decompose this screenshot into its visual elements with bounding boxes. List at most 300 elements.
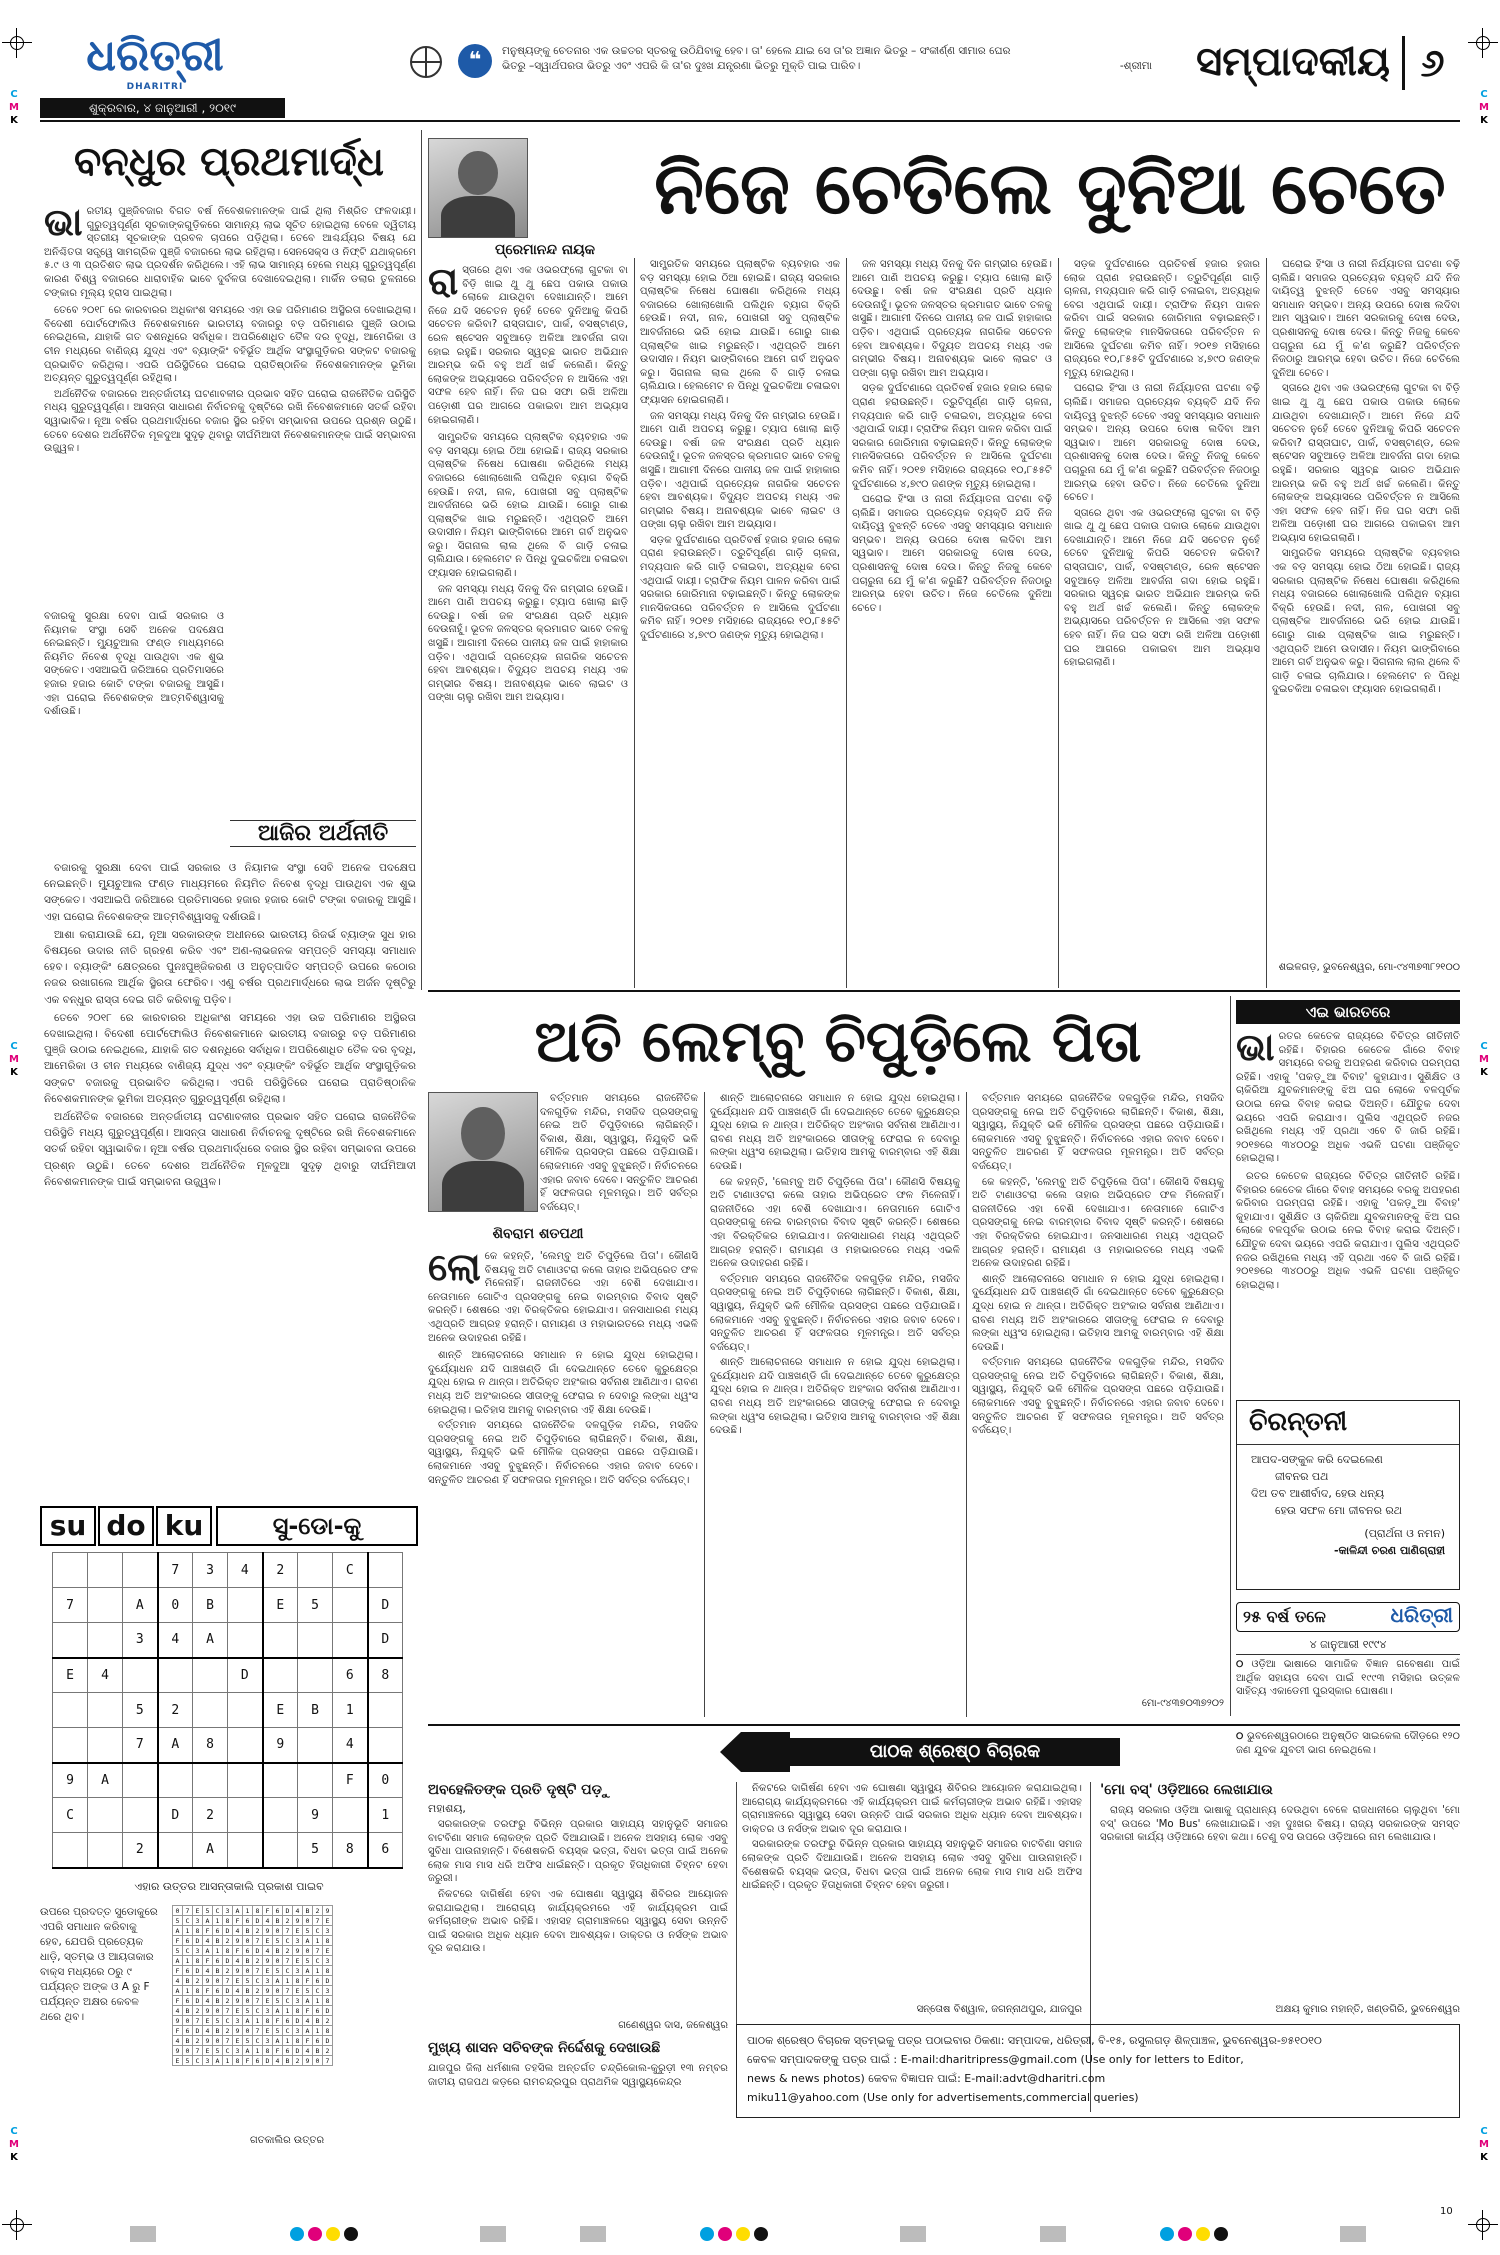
sudoku-cell[interactable]	[228, 1833, 263, 1868]
sudoku-cell[interactable]	[88, 1623, 123, 1658]
answer-cell: 6	[183, 1936, 193, 1946]
years25-date: ୪ ଜାନୁଆରୀ ୧୯୯୪	[1236, 1638, 1460, 1655]
answer-cell: 8	[223, 1946, 233, 1956]
masthead-divider	[40, 120, 1460, 122]
years25-item-2: ୦ ଭୁବନେଶ୍ୱରଠାରେ ଅନୁଷ୍ଠିତ ସାଇକେଲ ଦୌଡ଼ରେ ୧୨୦ ଜଣ ଯୁବକ ଯୁବତୀ ଭାଗ ନେଇଥିଲେ।	[1236, 1731, 1460, 1756]
pen-icon	[720, 1732, 790, 1772]
readers-title: ପାଠକ ଶ୍ରେଷ୍ଠ ବିଚାରକ	[790, 1738, 1120, 1766]
answer-cell: 4	[203, 1936, 213, 1946]
answer-cell: 6	[183, 2026, 193, 2036]
answer-cell: 7	[253, 1996, 263, 2006]
answer-cell: 0	[303, 1916, 313, 1926]
answer-cell: 9	[323, 1906, 333, 1916]
letter4-title: 'ମୋ ବସ୍' ଓଡ଼ିଆରେ ଲେଖାଯାଉ	[1100, 1782, 1273, 1798]
yellow-swatch	[326, 2227, 340, 2241]
article1-signature: ଶଇଳଗଡ଼, ଭୁବନେଶ୍ୱର, ମୋ-୯୪୩୭୩୮୨୧୦୦	[1278, 962, 1460, 973]
sudoku-cell[interactable]	[298, 1658, 333, 1693]
letter4-signature: ଅକ୍ଷୟ କୁମାର ମହାନ୍ତି, ଖଣ୍ଡଗିରି, ଭୁବନେଶ୍ୱର	[1275, 2004, 1460, 2015]
sudoku-cell[interactable]	[298, 1553, 333, 1588]
answer-cell: 6	[313, 2006, 323, 2016]
answer-cell: D	[323, 2006, 333, 2016]
editorial-headline: ବନ୍ଧୁର ପ୍ରଥମାର୍ଦ୍ଧ	[74, 139, 384, 185]
answer-cell: F	[303, 2006, 313, 2016]
sudoku-cell[interactable]	[333, 1588, 368, 1623]
answer-cell: C	[213, 1906, 223, 1916]
answer-cell: 8	[193, 1926, 203, 1936]
sudoku-cell[interactable]	[228, 1763, 263, 1798]
answer-cell: C	[183, 1946, 193, 1956]
answer-cell: E	[233, 2006, 243, 2016]
answer-cell: A	[273, 2036, 283, 2046]
poem-line: ହେଉ ସଫଳ ମୋ ଜୀବନର ରଥ	[1275, 1504, 1402, 1517]
sudoku-cell[interactable]: E	[263, 1588, 298, 1623]
sudoku-cell[interactable]	[228, 1623, 263, 1658]
sudoku-cell[interactable]	[88, 1833, 123, 1868]
sudoku-cell[interactable]: 8	[333, 1833, 368, 1868]
sudoku-cell[interactable]: 9	[263, 1728, 298, 1763]
sudoku-cell[interactable]	[53, 1728, 88, 1763]
sudoku-cell[interactable]: 2	[263, 1553, 298, 1588]
answer-cell: 0	[213, 1976, 223, 1986]
sudoku-cell[interactable]: 6	[333, 1658, 368, 1693]
answer-cell: 5	[213, 2046, 223, 2056]
answer-cell: F	[203, 1926, 213, 1936]
answer-cell: 5	[303, 1956, 313, 1966]
sudoku-cell[interactable]	[158, 1833, 193, 1868]
answer-cell: E	[323, 1946, 333, 1956]
answer-cell: A	[273, 2006, 283, 2016]
sudoku-cell[interactable]	[228, 1588, 263, 1623]
answer-cell: 6	[273, 1906, 283, 1916]
answer-cell: 7	[223, 2036, 233, 2046]
answer-cell: 1	[183, 1926, 193, 1936]
answer-cell: 2	[223, 1966, 233, 1976]
answer-cell: E	[173, 2056, 183, 2066]
answer-cell: F	[233, 1946, 243, 1956]
answer-cell: C	[283, 1966, 293, 1976]
article1-author: ପ୍ରେମାନନ୍ଦ ନାୟକ	[495, 242, 595, 258]
answer-cell: A	[303, 1966, 313, 1976]
sudoku-cell[interactable]: 8	[368, 1658, 403, 1693]
magenta-swatch	[718, 2227, 732, 2241]
answer-cell: 0	[273, 1926, 283, 1936]
sudoku-cell[interactable]	[53, 1833, 88, 1868]
answer-cell: 8	[293, 2006, 303, 2016]
wheel-icon	[410, 46, 442, 78]
answer-cell: 0	[243, 2026, 253, 2036]
answer-cell: F	[173, 1936, 183, 1946]
sudoku-cell[interactable]	[298, 1728, 333, 1763]
sudoku-cell[interactable]	[193, 1658, 228, 1693]
answer-cell: 2	[193, 1976, 203, 1986]
years25-badge: ୨୫ ବର୍ଷ ତଳେ	[1243, 1607, 1326, 1626]
editorial-body-2: ବଜାରକୁ ସୁରକ୍ଷା ଦେବା ପାଇଁ ସରକାର ଓ ନିୟାମକ ସଂସ୍ଥା ସେବି ଅନେକ ପଦକ୍ଷେପ ନେଇଛନ୍ତି। ମ୍ୟୁଚୁଆଲ ଫଣ୍ଡ ମାଧ୍ୟମରେ ନିୟମିତ ନିବେଶ ବୃଦ୍ଧି ପାଉଥିବା ଏକ ଶୁଭ ସଙ୍କେତ। ଏସଆଇପି ଜରିଆରେ ପ୍ରତିମାସରେ ହଜାର ହଜାର କୋଟି ଟଙ୍କା ବଜାରକୁ ଆସୁଛି। ଏହା ଘରୋଇ ନିବେଶକଙ୍କ ଆତ୍ମବିଶ୍ୱାସକୁ ଦର୍ଶାଉଛି।	[44, 611, 224, 718]
sudoku-cell[interactable]	[333, 1623, 368, 1658]
answer-cell: B	[213, 1966, 223, 1976]
answer-cell: 8	[193, 1986, 203, 1996]
india-dropcap: ଭା	[1236, 1030, 1275, 1069]
answer-cell: 0	[173, 1906, 183, 1916]
sudoku-row	[53, 1658, 403, 1693]
column-divider	[966, 1092, 967, 1717]
sudoku-cell[interactable]	[53, 1553, 88, 1588]
cmk-marker: C M K	[1479, 89, 1489, 126]
sudoku-cell[interactable]	[263, 1798, 298, 1833]
answer-cell: 6	[183, 1996, 193, 2006]
sudoku-cell[interactable]	[158, 1658, 193, 1693]
answer-cell: 8	[253, 1906, 263, 1916]
answer-cell: C	[183, 1916, 193, 1926]
answer-cell: C	[283, 1936, 293, 1946]
sudoku-title-odia: ସୁ-ଡୋ-କୁ	[216, 1506, 418, 1546]
sudoku-cell[interactable]: A	[193, 1833, 228, 1868]
answer-cell: E	[263, 1966, 273, 1976]
sudoku-cell[interactable]	[368, 1728, 403, 1763]
answer-cell: A	[243, 2046, 253, 2056]
answer-cell: F	[263, 1906, 273, 1916]
sudoku-cell[interactable]: 5	[298, 1833, 333, 1868]
sudoku-cell[interactable]: 5	[123, 1693, 158, 1728]
sudoku-cell[interactable]: E	[263, 1693, 298, 1728]
answer-cell: 7	[193, 2046, 203, 2056]
answer-cell: 5	[213, 2016, 223, 2026]
sudoku-cell[interactable]	[88, 1553, 123, 1588]
answer-cell: 3	[193, 1946, 203, 1956]
sudoku-cell[interactable]: B	[298, 1693, 333, 1728]
sudoku-cell[interactable]: D	[228, 1658, 263, 1693]
answer-cell: 0	[183, 2016, 193, 2026]
answer-cell: 4	[233, 1926, 243, 1936]
sudoku-cell[interactable]: 9	[53, 1763, 88, 1798]
sudoku-cell[interactable]	[88, 1728, 123, 1763]
sudoku-cell[interactable]: 2	[193, 1798, 228, 1833]
answer-cell: 2	[323, 2016, 333, 2026]
answer-cell: A	[203, 1946, 213, 1956]
answer-cell: D	[293, 2016, 303, 2026]
chirantani-title: ଚିରନ୍ତନୀ	[1237, 1401, 1459, 1445]
letter3-signature: ସନ୍ତୋଷ ବିଶ୍ୱାଳ, ଜଗନ୍ନାଥପୁର, ଯାଜପୁର	[916, 2004, 1082, 2015]
answer-cell: 9	[203, 1976, 213, 1986]
sudoku-cell[interactable]: A	[88, 1763, 123, 1798]
sudoku-cell[interactable]: E	[53, 1658, 88, 1693]
answer-cell: 6	[213, 1986, 223, 1996]
answer-cell: C	[253, 2036, 263, 2046]
answer-cell: 2	[283, 1946, 293, 1956]
answer-cell: 0	[243, 1966, 253, 1976]
sudoku-cell[interactable]	[123, 1763, 158, 1798]
sudoku-cell[interactable]: 2	[158, 1693, 193, 1728]
cyan-swatch	[290, 2227, 304, 2241]
sudoku-cell[interactable]	[368, 1553, 403, 1588]
sudoku-title-do: do	[98, 1506, 154, 1546]
sudoku-cell[interactable]: A	[193, 1623, 228, 1658]
sudoku-cell[interactable]	[368, 1693, 403, 1728]
answer-cell: 1	[313, 1996, 323, 2006]
masthead-quote: ମନୁଷ୍ୟଙ୍କୁ ଚେତନାର ଏକ ଉଚ୍ଚତର ସ୍ତରକୁ ଉଠିଯିବାକୁ ହେବ। ତା' ହେଲେ ଯାଇ ସେ ତା'ର ଅଜ୍ଞାନ ଭିତରୁ – ସଂକୀର୍ଣ୍ଣ ସୀମାର ଘେର ଭିତରୁ –ସ୍ୱାର୍ଥପରତା ଭିତରୁ ଏବଂ ଏପରି କି ତା'ର ଦୁଃଖ ଯନ୍ତ୍ରଣା ଭିତରୁ ମୁକ୍ତି ପାଇ ପାରିବ। -ଶ୍ରୀମା	[502, 45, 1152, 72]
answer-cell: E	[263, 1936, 273, 1946]
sudoku-cell[interactable]: 0	[158, 1588, 193, 1623]
answer-cell: 5	[273, 1936, 283, 1946]
sudoku-cell[interactable]	[53, 1623, 88, 1658]
article1-headline: ନିଜେ ଚେତିଲେ ଦୁନିଆ ଚେତେ	[654, 146, 1446, 230]
sudoku-row	[53, 1553, 403, 1588]
gray-patch	[130, 2226, 156, 2242]
sudoku-cell[interactable]: 2	[123, 1833, 158, 1868]
footer-email-alt: miku11@yahoo.com (Use only for advertisements,commercial queries)	[747, 2091, 1139, 2104]
editorial-body-1: ଭା ରତୀୟ ପୁଞ୍ଜିବଜାର ବିଗତ ବର୍ଷ ନିବେଶକମାନଙ୍କ ପାଇଁ ଥିଲା ମିଶ୍ରିତ ଫଳଦାୟୀ। ଗୁରୁତ୍ୱପୂର୍ଣ୍ଣ ସୂଚକାଙ୍କଗୁଡ଼ିକରେ ସାମାନ୍ୟ ଲାଭ ସୂଚିତ ହୋଇଥିଲା ବେଳେ ଦ୍ୱିତୀୟ ସ୍ତରୀୟ ସୂଚକାଙ୍କ ପ୍ରବଳ ଚାପରେ ପଡ଼ିଥିଲା। ତେବେ ଆଶ୍ଚର୍ଯ୍ୟର ବିଷୟ ଯେ ଅନିଶ୍ଚିତତା ସତ୍ତ୍ୱେ ସାମଗ୍ରିକ ପୁଞ୍ଜି ବଜାରରେ ଲାଭ ରହିଥିଲା। ସେନସେକ୍ସ ଓ ନିଫ୍ଟି ଯଥାକ୍ରମେ ୫.୯ ଓ ୩ ପ୍ରତିଶତ ଲାଭ ପ୍ରଦର୍ଶନ କରିଥିଲେ। ଏହି ଲାଭ ସାମାନ୍ୟ ହେଲେ ମଧ୍ୟ ଗୁରୁତ୍ୱପୂର୍ଣ୍ଣ କାରଣ ବିଶ୍ୱ ବଜାରରେ ଧାରାବାହିକ ଭାବେ ଦୁର୍ବଳତା ଦେଖାଦେଇଥିଲା। ମାର୍କିନ ଡଲାର ତୁଳନାରେ ଟଙ୍କାର ମୂଲ୍ୟ ହ୍ରାସ ପାଇଥିଲା। ତେବେ ୨୦୧୮ ରେ କାରବାରର ଅଧିକାଂଶ ସମୟରେ ଏହା ଉଚ୍ଚ ପରିମାଣର ଅସ୍ଥିରତା ଦେଖାଇଥିଲା। ବିଦେଶୀ ପୋର୍ଟଫୋଲିଓ ନିବେଶକମାନେ ଭାରତୀୟ ବଜାରରୁ ବଡ଼ ପରିମାଣର ପୁଞ୍ଜି ଉଠାଇ ନେଇଥିଲେ, ଯାହାକି ଗତ ଦଶନ୍ଧିରେ ସର୍ବାଧିକ। ଅପରିଶୋଧିତ ତୈଳ ଦର ବୃଦ୍ଧି, ଆମେରିକା ଓ ଚୀନ ମଧ୍ୟରେ ବାଣିଜ୍ୟ ଯୁଦ୍ଧ ଏବଂ ବ୍ୟାଙ୍କିଂ ବହିର୍ଭୂତ ଆର୍ଥିକ ସଂସ୍ଥାଗୁଡ଼ିକର ସଙ୍କଟ ବଜାରକୁ ପ୍ରଭାବିତ କରିଥିଲା। ଏପରି ପରିସ୍ଥିତିରେ ଘରୋଇ ପ୍ରାତିଷ୍ଠାନିକ ନିବେଶକମାନଙ୍କ ଭୂମିକା ଅତ୍ୟନ୍ତ ଗୁରୁତ୍ୱପୂର୍ଣ୍ଣ ରହିଥିଲା। ଅର୍ଥନୈତିକ ବଜାରରେ ଅନ୍ତର୍ଜାତୀୟ ଘଟଣାବଳୀର ପ୍ରଭାବ ସହିତ ଘରୋଇ ରାଜନୈତିକ ପରିସ୍ଥିତି ମଧ୍ୟ ଗୁରୁତ୍ୱପୂର୍ଣ୍ଣ। ଆସନ୍ତା ସାଧାରଣ ନିର୍ବାଚନକୁ ଦୃଷ୍ଟିରେ ରଖି ନିବେଶକମାନେ ସତର୍କ ରହିବା ସ୍ୱାଭାବିକ। ନୂଆ ବର୍ଷର ପ୍ରଥମାର୍ଦ୍ଧରେ ବଜାର ସ୍ଥିର ରହିବା ସମ୍ଭାବନା ଉପରେ ପ୍ରଶ୍ନ ଉଠୁଛି। ତେବେ ଦେଶର ଅର୍ଥନୈତିକ ମୂଳଦୁଆ ସୁଦୃଢ଼ ଥିବାରୁ ଦୀର୍ଘମିଆଦୀ ନିବେଶକମାନଙ୍କ ପାଇଁ ସମ୍ଭାବନା ଉଜ୍ଜ୍ୱଳ।	[44, 205, 416, 455]
article2-headline: ଅତି ଲେମ୍ବୁ ଚିପୁଡ଼ିଲେ ପିତା	[534, 1007, 1142, 1075]
answer-cell: C	[283, 2026, 293, 2036]
answer-cell: A	[213, 2056, 223, 2066]
answer-cell: B	[213, 1936, 223, 1946]
letter1-body: ସରକାରଙ୍କ ତରଫରୁ ବିଭିନ୍ନ ପ୍ରକାର ସାହାଯ୍ୟ ସହାନୁଭୂତି ସମାଜର ବାଟବିଣା ସମାଜ ଲୋକଙ୍କ ପ୍ରତି ଦିଆଯାଉଛି। ଅନେକ ଅସହାୟ ଲୋକ ଏସବୁ ସୁବିଧା ପାଉନାହାନ୍ତି। ବିଶେଷକରି ବୟସ୍କ ଭତ୍ତା, ବିଧବା ଭତ୍ତା ପାଇଁ ଅନେକ ଲୋକ ମାସ ମାସ ଧରି ଅଫିସ ଧାଇଁଛନ୍ତି। ପ୍ରକୃତ ହିତାଧିକାରୀ ଚିହ୍ନଟ ହେବା ଜରୁରୀ। ନିକଟରେ ଦାଗିର୍ଷଣ ହେବା ଏକ ଘୋଷଣା ସ୍ୱାସ୍ଥ୍ୟ ଶିବିରର ଆୟୋଜନ କରାଯାଇଥିଲା। ଆରୋଗ୍ୟ କାର୍ଯ୍ୟକ୍ରମରେ ଏହି କାର୍ଯ୍ୟକ୍ରମ ପାଇଁ କର୍ମଚାରୀଙ୍କ ଅଭାବ ରହିଛି। ଏହାସହ ଗ୍ରାମାଞ୍ଚଳରେ ସ୍ୱାସ୍ଥ୍ୟ ସେବା ଉନ୍ନତି ପାଇଁ ସରକାର ଅଧିକ ଧ୍ୟାନ ଦେବା ଆବଶ୍ୟକ। ଡାକ୍ତର ଓ ନର୍ସଙ୍କ ଅଭାବ ଦୂର କରାଯାଉ।	[428, 1819, 728, 1955]
sudoku-cell[interactable]: B	[193, 1588, 228, 1623]
answer-cell: 9	[303, 2056, 313, 2066]
sudoku-cell[interactable]	[193, 1763, 228, 1798]
cmk-marker: C M K	[9, 89, 19, 126]
readers-header	[720, 1732, 1120, 1772]
years25-item-1: ୦ ଓଡ଼ିଆ ଭାଷାରେ ସାମାଜିକ ବିଜ୍ଞାନ ଗବେଷଣା ପାଇଁ ଆର୍ଥିକ ସହାୟତା ଦେବା ପାଇଁ ୧୯୯୩ ମସିହାର ଉତ୍କଳ ସାହିତ୍ୟ ଏକାଡେମୀ ପୁରସ୍କାର ଘୋଷଣା।	[1236, 1659, 1460, 1698]
answer-cell: 1	[253, 2016, 263, 2026]
answer-cell: B	[243, 1986, 253, 1996]
answer-cell: D	[193, 2026, 203, 2036]
cyan-swatch	[700, 2227, 714, 2241]
sudoku-cell[interactable]	[228, 1728, 263, 1763]
answer-cell: 8	[323, 1966, 333, 1976]
answer-cell: F	[173, 2026, 183, 2036]
answer-cell: 8	[293, 1976, 303, 1986]
sudoku-row	[53, 1623, 403, 1658]
answer-cell: 1	[283, 2036, 293, 2046]
answer-cell: F	[303, 1976, 313, 1986]
sudoku-cell[interactable]	[158, 1763, 193, 1798]
answer-cell: C	[193, 2056, 203, 2066]
answer-cell: D	[323, 1976, 333, 1986]
article2-signature: ମୋ-୯୪୩୭୦୩୭୨୦୨	[1141, 1698, 1224, 1709]
sudoku-cell[interactable]: A	[123, 1588, 158, 1623]
registration-mark	[1468, 28, 1498, 58]
answer-cell: 5	[243, 2006, 253, 2016]
sudoku-cell[interactable]: 5	[298, 1588, 333, 1623]
sudoku-cell[interactable]	[123, 1658, 158, 1693]
answer-cell: 5	[303, 1986, 313, 1996]
page-number-box: ୬	[1402, 36, 1460, 90]
answer-cell: B	[213, 2026, 223, 2036]
logo-text: ଧରିତ୍ରୀ	[86, 30, 224, 81]
answer-cell: A	[273, 1976, 283, 1986]
registration-mark	[1468, 2210, 1498, 2240]
answer-cell: 4	[173, 2036, 183, 2046]
sudoku-cell[interactable]	[228, 1798, 263, 1833]
sudoku-cell[interactable]: 6	[368, 1833, 403, 1868]
answer-cell: 3	[293, 1996, 303, 2006]
answer-cell: 2	[193, 2006, 203, 2016]
answer-cell: 8	[263, 2046, 273, 2056]
answer-cell: 0	[243, 1936, 253, 1946]
answer-cell: B	[183, 2006, 193, 2016]
answer-cell: 9	[263, 1986, 273, 1996]
newspaper-logo	[80, 30, 230, 92]
sudoku-cell[interactable]: C	[333, 1553, 368, 1588]
answer-cell: 1	[313, 1936, 323, 1946]
gray-patch	[900, 2226, 926, 2242]
registration-mark	[2, 2210, 32, 2240]
sudoku-cell[interactable]	[193, 1693, 228, 1728]
sudoku-cell[interactable]	[228, 1693, 263, 1728]
answer-cell: B	[213, 1996, 223, 2006]
answer-cell: 0	[213, 2036, 223, 2046]
sudoku-cell[interactable]	[53, 1693, 88, 1728]
answer-cell: 9	[203, 2036, 213, 2046]
sudoku-cell[interactable]	[123, 1798, 158, 1833]
sudoku-cell[interactable]: 7	[53, 1588, 88, 1623]
sudoku-cell[interactable]: F	[333, 1763, 368, 1798]
answer-cell: F	[173, 1966, 183, 1976]
answer-cell: 6	[243, 1946, 253, 1956]
sudoku-cell[interactable]: 4	[158, 1623, 193, 1658]
sudoku-grid	[52, 1552, 403, 1869]
sudoku-cell[interactable]	[123, 1553, 158, 1588]
answer-cell: 3	[233, 2016, 243, 2026]
answer-cell: 2	[283, 1916, 293, 1926]
column-divider	[1058, 258, 1059, 988]
sudoku-cell[interactable]: 3	[193, 1553, 228, 1588]
answer-cell: D	[193, 1996, 203, 2006]
cyan-swatch	[1160, 2227, 1174, 2241]
sudoku-cell[interactable]: 7	[158, 1553, 193, 1588]
sudoku-cell[interactable]: 1	[333, 1693, 368, 1728]
answer-cell: D	[193, 1966, 203, 1976]
answer-cell: 5	[273, 1966, 283, 1976]
answer-cell: 0	[183, 2046, 193, 2056]
article1-dropcap: ରା	[428, 264, 459, 303]
author-photo-shibaram	[428, 1092, 538, 1212]
answer-cell: 1	[283, 2006, 293, 2016]
answer-cell: 7	[253, 1966, 263, 1976]
sudoku-title-ku: ku	[156, 1506, 212, 1546]
answer-cell: 6	[213, 1926, 223, 1936]
logo-sub: DHARITRI	[126, 82, 184, 92]
section-title: ସମ୍ପାଦକୀୟ	[1196, 39, 1390, 85]
answer-cell: 3	[193, 1916, 203, 1926]
answer-cell: 1	[183, 1986, 193, 1996]
sudoku-cell[interactable]: 4	[333, 1728, 368, 1763]
answer-cell: 7	[253, 1936, 263, 1946]
sudoku-cell[interactable]	[263, 1763, 298, 1798]
answer-cell: 1	[253, 2046, 263, 2056]
answer-cell: 8	[263, 2016, 273, 2026]
sudoku-cell[interactable]	[263, 1833, 298, 1868]
answer-cell: 7	[283, 1956, 293, 1966]
article1-col-4: ସଡ଼କ ଦୁର୍ଘଟଣାରେ ପ୍ରତିବର୍ଷ ହଜାର ହଜାର ଲୋକ ପ୍ରାଣ ହରାଉଛନ୍ତି। ତ୍ରୁଟିପୂର୍ଣ୍ଣ ଗାଡ଼ି ଚାଳନା, ମଦ୍ୟପାନ କରି ଗାଡ଼ି ଚଳାଇବା, ଅତ୍ୟଧିକ ବେଗ ଏଥିପାଇଁ ଦାୟୀ। ଟ୍ରାଫିକ ନିୟମ ପାଳନ କରିବା ପାଇଁ ସରକାର ଜୋରିମାନା ବଢ଼ାଇଛନ୍ତି। କିନ୍ତୁ ଲୋକଙ୍କ ମାନସିକତାରେ ପରିବର୍ତ୍ତନ ନ ଆସିଲେ ଦୁର୍ଘଟଣା କମିବ ନାହିଁ। ୨୦୧୭ ମସିହାରେ ରାଜ୍ୟରେ ୧୦,୮୫୫ଟି ଦୁର୍ଘଟଣାରେ ୪,୭୯୦ ଜଣଙ୍କ ମୃତ୍ୟୁ ହୋଇଥିଲା। ଘରୋଇ ହିଂସା ଓ ନାରୀ ନିର୍ଯ୍ୟାତନା ଘଟଣା ବଢ଼ି ଚାଲିଛି। ସମାଜର ପ୍ରତ୍ୟେକ ବ୍ୟକ୍ତି ଯଦି ନିଜ ଦାୟିତ୍ୱ ବୁଝନ୍ତି ତେବେ ଏସବୁ ସମସ୍ୟାର ସମାଧାନ ସମ୍ଭବ। ଅନ୍ୟ ଉପରେ ଦୋଷ ଲଦିବା ଆମ ସ୍ୱଭାବ। ଆମେ ସରକାରକୁ ଦୋଷ ଦେଉ, ପ୍ରଶାସନକୁ ଦୋଷ ଦେଉ। କିନ୍ତୁ ନିଜକୁ କେବେ ପଚାରୁନା ଯେ ମୁଁ କ'ଣ କରୁଛି? ପରିବର୍ତ୍ତନ ନିଜଠାରୁ ଆରମ୍ଭ ହେବା ଉଚିତ। ନିଜେ ଚେତିଲେ ଦୁନିଆ ଚେତେ। ସ୍ତାରେ ଥିବା ଏକ ଓଭରଫ୍ଲୋ ଗୁଟକା ବା ବିଡ଼ି ଖାଇ ଥୁ ଥୁ ଛେପ ପକାଉ ପକାଉ ଲୋକେ ଯାଉଥିବା ଦେଖାଯାନ୍ତି। ଆମେ ନିଜେ ଯଦି ସଚେତନ ନୁହେଁ ତେବେ ଦୁନିଆକୁ କିପରି ସଚେତନ କରିବା? ରାସ୍ତାଘାଟ, ପାର୍କ, ବସଷ୍ଟାଣ୍ଡ, ରେଳ ଷ୍ଟେସନ ସବୁଆଡ଼େ ଅଳିଆ ଆବର୍ଜନା ଗଦା ହୋଇ ରହୁଛି। ସରକାର ସ୍ୱଚ୍ଛ ଭାରତ ଅଭିଯାନ ଆରମ୍ଭ କରି ବହୁ ଅର୍ଥ ଖର୍ଚ୍ଚ କଲେଣି। କିନ୍ତୁ ଲୋକଙ୍କ ଅଭ୍ୟାସରେ ପରିବର୍ତ୍ତନ ନ ଆସିଲେ ଏହା ସଫଳ ହେବ ନାହିଁ। ନିଜ ଘର ସଫା ରଖି ଅଳିଆ ପଡ଼ୋଶୀ ଘର ଆଗରେ ପକାଇବା ଆମ ଅଭ୍ୟାସ ହୋଇଗଲାଣି।	[1064, 259, 1260, 669]
sudoku-cell[interactable]	[263, 1623, 298, 1658]
yellow-swatch	[736, 2227, 750, 2241]
answer-cell: C	[223, 2016, 233, 2026]
sudoku-cell[interactable]	[88, 1693, 123, 1728]
sudoku-cell[interactable]	[88, 1588, 123, 1623]
sudoku-cell[interactable]: 3	[123, 1623, 158, 1658]
answer-cell: 7	[283, 1926, 293, 1936]
answer-cell: 1	[313, 2026, 323, 2036]
sudoku-cell[interactable]: 4	[228, 1553, 263, 1588]
letter4-body: ରାଜ୍ୟ ସରକାର ଓଡ଼ିଆ ଭାଷାକୁ ପ୍ରାଧାନ୍ୟ ଦେଉଥିବା ବେଳେ ରାଜଧାନୀରେ ଚାଲୁଥିବା 'ମୋ ବସ୍' ଉପରେ 'Mo Bus' ଲେଖାଯାଇଛି। ଏହା ଦୁଃଖର ବିଷୟ। ରାଜ୍ୟ ସରକାରଙ୍କ ସମସ୍ତ ସରକାରୀ କାର୍ଯ୍ୟ ଓଡ଼ିଆରେ ହେବା କଥା। ତେଣୁ ବସ ଉପରେ ଓଡ଼ିଆରେ ନାମ ଲେଖାଯାଉ।	[1100, 1805, 1460, 1844]
sudoku-cell[interactable]	[298, 1623, 333, 1658]
letter1-signature: ଗଣେଶ୍ୱର ଦାସ, ଜଳେଶ୍ୱର	[618, 2020, 728, 2031]
sudoku-cell[interactable]: D	[368, 1623, 403, 1658]
answer-cell: B	[273, 1916, 283, 1926]
answer-cell: 1	[313, 1966, 323, 1976]
sudoku-cell[interactable]: 4	[88, 1658, 123, 1693]
answer-cell: F	[173, 1996, 183, 2006]
sudoku-cell[interactable]: 7	[123, 1728, 158, 1763]
answer-cell: B	[303, 1906, 313, 1916]
answer-cell: 3	[263, 1976, 273, 1986]
article2-dropcap: ଲୋ	[428, 1250, 481, 1289]
answer-cell: B	[243, 1926, 253, 1936]
answer-cell: C	[253, 1976, 263, 1986]
answer-cell: 5	[173, 1946, 183, 1956]
sudoku-cell[interactable]: D	[368, 1588, 403, 1623]
answer-cell: E	[293, 1956, 303, 1966]
answer-cell: 8	[323, 2026, 333, 2036]
answer-cell: 3	[263, 2036, 273, 2046]
quote-icon: ❝	[458, 44, 492, 78]
sudoku-cell[interactable]: C	[53, 1798, 88, 1833]
sudoku-cell[interactable]	[88, 1798, 123, 1833]
answer-cell: 6	[253, 2056, 263, 2066]
answer-cell: 5	[243, 1976, 253, 1986]
answer-cell: 4	[203, 1996, 213, 2006]
answer-cell: 2	[253, 1956, 263, 1966]
sudoku-cell[interactable]: 0	[368, 1763, 403, 1798]
sudoku-cell[interactable]: 1	[368, 1798, 403, 1833]
letter2-title: ମୁଖ୍ୟ ଶାସନ ସଚିବଙ୍କ ନିର୍ଦ୍ଦେଶକୁ ଦେଖାଉଛି	[428, 2040, 661, 2056]
sudoku-cell[interactable]	[298, 1763, 333, 1798]
article1-col-5: ଘରୋଇ ହିଂସା ଓ ନାରୀ ନିର୍ଯ୍ୟାତନା ଘଟଣା ବଢ଼ି ଚାଲିଛି। ସମାଜର ପ୍ରତ୍ୟେକ ବ୍ୟକ୍ତି ଯଦି ନିଜ ଦାୟିତ୍ୱ ବୁଝନ୍ତି ତେବେ ଏସବୁ ସମସ୍ୟାର ସମାଧାନ ସମ୍ଭବ। ଅନ୍ୟ ଉପରେ ଦୋଷ ଲଦିବା ଆମ ସ୍ୱଭାବ। ଆମେ ସରକାରକୁ ଦୋଷ ଦେଉ, ପ୍ରଶାସନକୁ ଦୋଷ ଦେଉ। କିନ୍ତୁ ନିଜକୁ କେବେ ପଚାରୁନା ଯେ ମୁଁ କ'ଣ କରୁଛି? ପରିବର୍ତ୍ତନ ନିଜଠାରୁ ଆରମ୍ଭ ହେବା ଉଚିତ। ନିଜେ ଚେତିଲେ ଦୁନିଆ ଚେତେ। ସ୍ତାରେ ଥିବା ଏକ ଓଭରଫ୍ଲୋ ଗୁଟକା ବା ବିଡ଼ି ଖାଇ ଥୁ ଥୁ ଛେପ ପକାଉ ପକାଉ ଲୋକେ ଯାଉଥିବା ଦେଖାଯାନ୍ତି। ଆମେ ନିଜେ ଯଦି ସଚେତନ ନୁହେଁ ତେବେ ଦୁନିଆକୁ କିପରି ସଚେତନ କରିବା? ରାସ୍ତାଘାଟ, ପାର୍କ, ବସଷ୍ଟାଣ୍ଡ, ରେଳ ଷ୍ଟେସନ ସବୁଆଡ଼େ ଅଳିଆ ଆବର୍ଜନା ଗଦା ହୋଇ ରହୁଛି। ସରକାର ସ୍ୱଚ୍ଛ ଭାରତ ଅଭିଯାନ ଆରମ୍ଭ କରି ବହୁ ଅର୍ଥ ଖର୍ଚ୍ଚ କଲେଣି। କିନ୍ତୁ ଲୋକଙ୍କ ଅଭ୍ୟାସରେ ପରିବର୍ତ୍ତନ ନ ଆସିଲେ ଏହା ସଫଳ ହେବ ନାହିଁ। ନିଜ ଘର ସଫା ରଖି ଅଳିଆ ପଡ଼ୋଶୀ ଘର ଆଗରେ ପକାଇବା ଆମ ଅଭ୍ୟାସ ହୋଇଗଲାଣି। ସାମ୍ପ୍ରତିକ ସମୟରେ ପ୍ଲାଷ୍ଟିକ ବ୍ୟବହାର ଏକ ବଡ଼ ସମସ୍ୟା ହୋଇ ଠିଆ ହୋଇଛି। ରାଜ୍ୟ ସରକାର ପ୍ଲାଷ୍ଟିକ ନିଷେଧ ଘୋଷଣା କରିଥିଲେ ମଧ୍ୟ ବଜାରରେ ଖୋଲାଖୋଲି ପଲିଥିନ ବ୍ୟାଗ ବିକ୍ରି ହେଉଛି। ନଦୀ, ନାଳ, ପୋଖରୀ ସବୁ ପ୍ଲାଷ୍ଟିକ ଆବର୍ଜନାରେ ଭରି ହୋଇ ଯାଉଛି। ଗୋରୁ ଗାଈ ପ୍ଲାଷ୍ଟିକ ଖାଇ ମରୁଛନ୍ତି। ଏଥିପ୍ରତି ଆମେ ଉଦାସୀନ। ନିୟମ ଭାଙ୍ଗିବାରେ ଆମେ ଗର୍ବ ଅନୁଭବ କରୁ। ସିଗନାଲ ଲାଲ ଥିଲେ ବି ଗାଡ଼ି ଚଳାଇ ଚାଲିଯାଉ। ହେଲମେଟ ନ ପିନ୍ଧି ଦୁଇଚକିଆ ଚଳାଇବା ଫ୍ୟାସନ ହୋଇଗଲାଣି।	[1272, 259, 1460, 696]
answer-cell: C	[283, 1996, 293, 2006]
answer-cell: B	[183, 1976, 193, 1986]
answer-cell: 1	[213, 1946, 223, 1956]
letter3-body: ନିକଟରେ ଦାଗିର୍ଷଣ ହେବା ଏକ ଘୋଷଣା ସ୍ୱାସ୍ଥ୍ୟ ଶିବିରର ଆୟୋଜନ କରାଯାଇଥିଲା। ଆରୋଗ୍ୟ କାର୍ଯ୍ୟକ୍ରମରେ ଏହି କାର୍ଯ୍ୟକ୍ରମ ପାଇଁ କର୍ମଚାରୀଙ୍କ ଅଭାବ ରହିଛି। ଏହାସହ ଗ୍ରାମାଞ୍ଚଳରେ ସ୍ୱାସ୍ଥ୍ୟ ସେବା ଉନ୍ନତି ପାଇଁ ସରକାର ଅଧିକ ଧ୍ୟାନ ଦେବା ଆବଶ୍ୟକ। ଡାକ୍ତର ଓ ନର୍ସଙ୍କ ଅଭାବ ଦୂର କରାଯାଉ। ସରକାରଙ୍କ ତରଫରୁ ବିଭିନ୍ନ ପ୍ରକାର ସାହାଯ୍ୟ ସହାନୁଭୂତି ସମାଜର ବାଟବିଣା ସମାଜ ଲୋକଙ୍କ ପ୍ରତି ଦିଆଯାଉଛି। ଅନେକ ଅସହାୟ ଲୋକ ଏସବୁ ସୁବିଧା ପାଉନାହାନ୍ତି। ବିଶେଷକରି ବୟସ୍କ ଭତ୍ତା, ବିଧବା ଭତ୍ତା ପାଇଁ ଅନେକ ଲୋକ ମାସ ମାସ ଧରି ଅଫିସ ଧାଇଁଛନ୍ତି। ପ୍ରକୃତ ହିତାଧିକାରୀ ଚିହ୍ନଟ ହେବା ଜରୁରୀ।	[742, 1783, 1082, 1892]
answer-cell: A	[243, 2016, 253, 2026]
sudoku-cell[interactable]: 9	[298, 1798, 333, 1833]
answer-cell: 3	[223, 1906, 233, 1916]
answer-cell: E	[323, 1916, 333, 1926]
answer-cell: 6	[243, 1916, 253, 1926]
answer-cell: 3	[323, 1986, 333, 1996]
india-title-bar: ଏଇ ଭାରତରେ	[1236, 1000, 1460, 1024]
sudoku-cell[interactable]: 8	[193, 1728, 228, 1763]
answer-cell: 4	[203, 1966, 213, 1976]
sudoku-row	[53, 1728, 403, 1763]
sudoku-cell[interactable]	[333, 1798, 368, 1833]
answer-cell: 8	[323, 1996, 333, 2006]
cmk-marker: C M K	[1479, 2126, 1489, 2163]
letter1-title: ଅବହେଳିତଙ୍କ ପ୍ରତି ଦୃଷ୍ଟି ପଡ଼ୁ	[428, 1782, 610, 1798]
article1-col-2: ସାମ୍ପ୍ରତିକ ସମୟରେ ପ୍ଲାଷ୍ଟିକ ବ୍ୟବହାର ଏକ ବଡ଼ ସମସ୍ୟା ହୋଇ ଠିଆ ହୋଇଛି। ରାଜ୍ୟ ସରକାର ପ୍ଲାଷ୍ଟିକ ନିଷେଧ ଘୋଷଣା କରିଥିଲେ ମଧ୍ୟ ବଜାରରେ ଖୋଲାଖୋଲି ପଲିଥିନ ବ୍ୟାଗ ବିକ୍ରି ହେଉଛି। ନଦୀ, ନାଳ, ପୋଖରୀ ସବୁ ପ୍ଲାଷ୍ଟିକ ଆବର୍ଜନାରେ ଭରି ହୋଇ ଯାଉଛି। ଗୋରୁ ଗାଈ ପ୍ଲାଷ୍ଟିକ ଖାଇ ମରୁଛନ୍ତି। ଏଥିପ୍ରତି ଆମେ ଉଦାସୀନ। ନିୟମ ଭାଙ୍ଗିବାରେ ଆମେ ଗର୍ବ ଅନୁଭବ କରୁ। ସିଗନାଲ ଲାଲ ଥିଲେ ବି ଗାଡ଼ି ଚଳାଇ ଚାଲିଯାଉ। ହେଲମେଟ ନ ପିନ୍ଧି ଦୁଇଚକିଆ ଚଳାଇବା ଫ୍ୟାସନ ହୋଇଗଲାଣି। ଜଳ ସମସ୍ୟା ମଧ୍ୟ ଦିନକୁ ଦିନ ଗମ୍ଭୀର ହେଉଛି। ଆମେ ପାଣି ଅପଚୟ କରୁଛୁ। ଟ୍ୟାପ ଖୋଲା ଛାଡ଼ି ଦେଉଛୁ। ବର୍ଷା ଜଳ ସଂରକ୍ଷଣ ପ୍ରତି ଧ୍ୟାନ ଦେଉନାହୁଁ। ଭୂତଳ ଜଳସ୍ତର କ୍ରମାଗତ ଭାବେ ତଳକୁ ଖସୁଛି। ଆଗାମୀ ଦିନରେ ପାନୀୟ ଜଳ ପାଇଁ ହାହାକାର ପଡ଼ିବ। ଏଥିପାଇଁ ପ୍ରତ୍ୟେକ ନାଗରିକ ସଚେତନ ହେବା ଆବଶ୍ୟକ। ବିଦ୍ୟୁତ ଅପଚୟ ମଧ୍ୟ ଏକ ଗମ୍ଭୀର ବିଷୟ। ଅନାବଶ୍ୟକ ଭାବେ ଲାଇଟ ଓ ପଙ୍ଖା ଚାଲୁ ରଖିବା ଆମ ଅଭ୍ୟାସ। ସଡ଼କ ଦୁର୍ଘଟଣାରେ ପ୍ରତିବର୍ଷ ହଜାର ହଜାର ଲୋକ ପ୍ରାଣ ହରାଉଛନ୍ତି। ତ୍ରୁଟିପୂର୍ଣ୍ଣ ଗାଡ଼ି ଚାଳନା, ମଦ୍ୟପାନ କରି ଗାଡ଼ି ଚଳାଇବା, ଅତ୍ୟଧିକ ବେଗ ଏଥିପାଇଁ ଦାୟୀ। ଟ୍ରାଫିକ ନିୟମ ପାଳନ କରିବା ପାଇଁ ସରକାର ଜୋରିମାନା ବଢ଼ାଇଛନ୍ତି। କିନ୍ତୁ ଲୋକଙ୍କ ମାନସିକତାରେ ପରିବର୍ତ୍ତନ ନ ଆସିଲେ ଦୁର୍ଘଟଣା କମିବ ନାହିଁ। ୨୦୧୭ ମସିହାରେ ରାଜ୍ୟରେ ୧୦,୮୫୫ଟି ଦୁର୍ଘଟଣାରେ ୪,୭୯୦ ଜଣଙ୍କ ମୃତ୍ୟୁ ହୋଇଥିଲା।	[640, 259, 840, 642]
answer-cell: 2	[223, 1996, 233, 2006]
sudoku-answer-grid	[172, 1905, 333, 2066]
answer-cell: 2	[253, 1986, 263, 1996]
answer-cell: F	[243, 2056, 253, 2066]
answer-cell: 2	[293, 2056, 303, 2066]
sudoku-cell[interactable]: D	[158, 1798, 193, 1833]
poem-line: ଜୀବନର ପଥ	[1275, 1470, 1329, 1483]
sudoku-cell[interactable]: A	[158, 1728, 193, 1763]
answer-cell: 5	[173, 1916, 183, 1926]
years25-logo: ଧରିତ୍ରୀ	[1390, 1603, 1453, 1627]
sudoku-cell[interactable]	[263, 1658, 298, 1693]
